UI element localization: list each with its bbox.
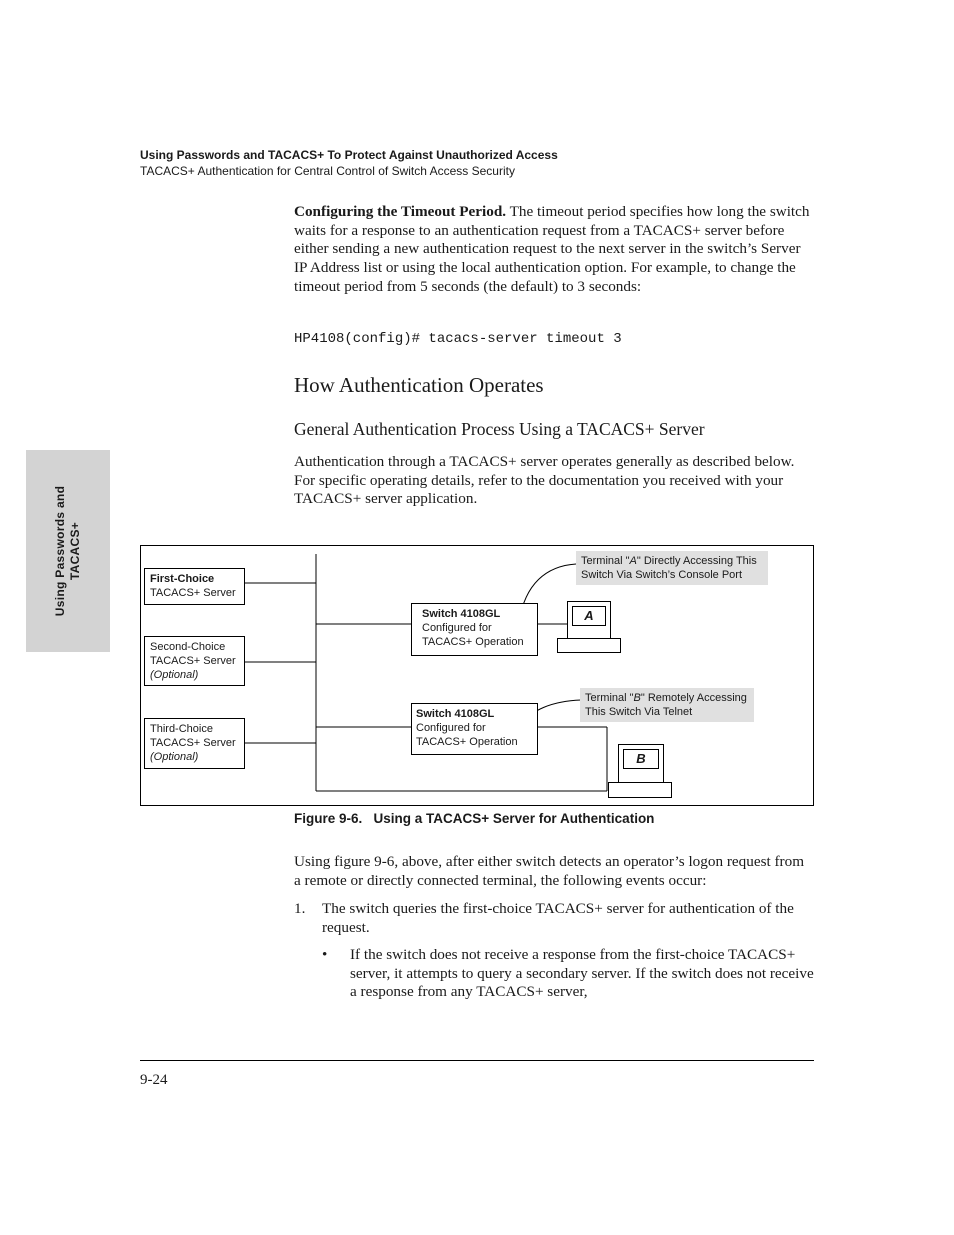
- page-number: 9-24: [140, 1072, 168, 1088]
- figure-caption: Figure 9-6. Using a TACACS+ Server for Authentication: [294, 811, 655, 826]
- side-tab-label: [53, 456, 83, 646]
- subsection-heading: General Authentication Process Using a TACACS+ Server: [294, 419, 705, 439]
- terminal-a-keyboard: [557, 638, 621, 653]
- switch-b-model: Switch 4108GL: [416, 708, 495, 720]
- section-heading: How Authentication Operates: [294, 373, 544, 397]
- step-1-number: 1.: [294, 900, 306, 917]
- timeout-paragraph: [294, 203, 814, 297]
- callout-terminal-a: [576, 551, 768, 585]
- server-1-type: TACACS+ Server: [150, 587, 236, 599]
- server-3-optional: (Optional): [150, 751, 199, 763]
- footer-rule: [140, 1060, 814, 1061]
- switch-b-config: Configured for: [416, 722, 486, 734]
- side-tab-line-1: Using Passwords and: [53, 485, 67, 617]
- callout-a-line-1: Terminal "A" Directly Accessing This: [581, 555, 757, 567]
- side-tab: [26, 450, 110, 652]
- events-paragraph: Using figure 9-6, above, after either switch detects an operator’s logon request from a remote or directly connected terminal, the following events occur:: [294, 853, 805, 889]
- step-1-text: The switch queries the first-choice TACACS+ server for authentication of the request.: [322, 900, 794, 936]
- switch-a-operation: TACACS+ Operation: [422, 636, 524, 648]
- command-example: HP4108(config)# tacacs-server timeout 3: [294, 331, 622, 347]
- server-second-choice: [144, 636, 245, 686]
- bullet-1-text: If the switch does not receive a response from the first-choice TACACS+ server, it attempts to query a secondary server. If the switch does not receive a response from any TACACS+ server,: [350, 946, 814, 1001]
- callout-a-line-2: Switch Via Switch’s Console Port: [581, 569, 742, 581]
- switch-a-model: Switch 4108GL: [422, 608, 501, 620]
- running-header-title: Using Passwords and TACACS+ To Protect Against Unauthorized Access: [140, 148, 558, 162]
- switch-a-box: [411, 603, 538, 656]
- switch-a-config: Configured for: [422, 622, 492, 634]
- terminal-a-monitor: [567, 601, 611, 640]
- callout-terminal-b: [580, 688, 754, 722]
- side-tab-line-2: TACACS+: [68, 521, 82, 581]
- server-2-type: TACACS+ Server: [150, 655, 236, 667]
- running-header-subtitle: TACACS+ Authentication for Central Control of Switch Access Security: [140, 164, 515, 178]
- server-3-type: TACACS+ Server: [150, 737, 236, 749]
- terminal-a-label: A: [572, 606, 606, 626]
- server-2-optional: (Optional): [150, 669, 199, 681]
- callout-b-line-1: Terminal "B" Remotely Accessing: [585, 692, 747, 704]
- timeout-lead: Configuring the Timeout Period.: [294, 203, 507, 220]
- server-1-title: First-Choice: [150, 573, 215, 585]
- intro-paragraph: Authentication through a TACACS+ server operates generally as described below. For specific operating details, refer to the documentation you received with your TACACS+ server application.: [294, 453, 795, 508]
- server-2-title: Second-Choice: [150, 641, 226, 653]
- timeout-text: The timeout period specifies how long the switch waits for a response to an authentication request from a TACACS+ server before either sending a new authentication request to the next server in the switch’s Server IP Address list or using the local authentication option. For example, to change the timeout period from 5 seconds (the default) to 3 seconds:: [294, 203, 810, 295]
- bullet-1-symbol: •: [322, 946, 328, 963]
- switch-b-box: [411, 703, 538, 755]
- terminal-b-keyboard: [608, 782, 672, 798]
- server-3-title: Third-Choice: [150, 723, 213, 735]
- authentication-diagram: [140, 545, 814, 806]
- server-third-choice: [144, 718, 245, 769]
- terminal-b-monitor: [618, 744, 664, 784]
- callout-b-line-2: This Switch Via Telnet: [585, 706, 693, 718]
- server-first-choice: [144, 568, 245, 605]
- switch-b-operation: TACACS+ Operation: [416, 736, 518, 748]
- terminal-b-label: B: [623, 749, 659, 769]
